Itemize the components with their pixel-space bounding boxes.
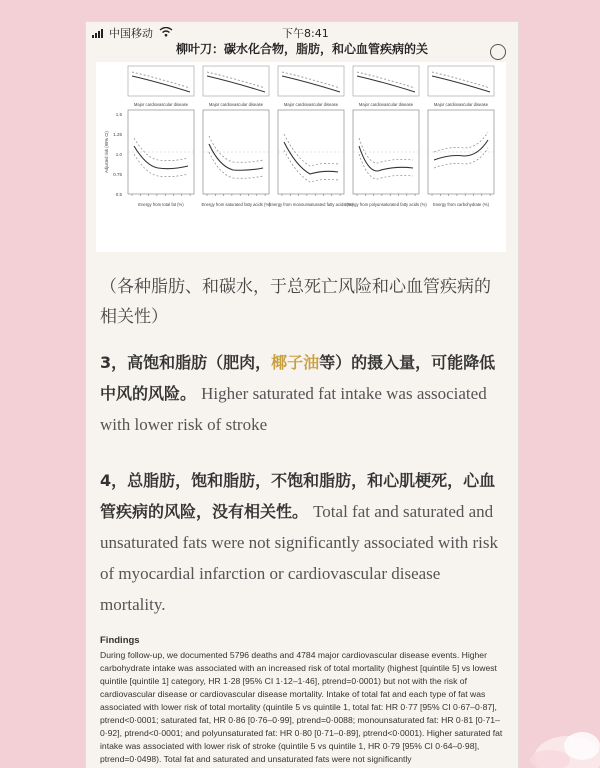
top-panel-frame <box>203 66 269 96</box>
top-panel-frame <box>353 66 419 96</box>
top-panel-frame <box>278 66 344 96</box>
top-panel-line <box>432 76 490 92</box>
top-panel-line <box>207 76 265 92</box>
flower-decoration-icon <box>490 688 600 768</box>
point-3-cn-before: 3，高饱和脂肪（肥肉， <box>100 353 272 372</box>
ci-lower <box>284 150 338 182</box>
carrier-label: 中国移动 <box>109 27 153 40</box>
top-panel-line <box>132 76 190 92</box>
more-icon[interactable] <box>490 44 506 60</box>
top-panel-ci <box>357 72 415 88</box>
hr-line <box>359 146 413 171</box>
figure-caption: （各种脂肪、和碳水，于总死亡风险和心血管疾病的相关性） <box>100 277 491 327</box>
panel-title: Major cardiovascular disease <box>208 102 264 107</box>
findings-heading: Findings <box>100 635 140 646</box>
y-tick-label: 1.0 <box>115 152 122 157</box>
x-axis-label: Energy from saturated fatty acids (%) <box>201 202 271 207</box>
point-4 <box>100 465 504 620</box>
top-panel-ci <box>207 72 265 88</box>
point-3-highlight: 椰子油 <box>271 353 320 372</box>
x-axis-label: Energy from polyunsaturated fatty acids (%) <box>345 202 427 207</box>
panel-title: Major cardiovascular disease <box>283 102 339 107</box>
article-screen <box>86 22 518 768</box>
top-panel-ci <box>282 72 340 88</box>
y-tick-label: 0.75 <box>113 172 122 177</box>
findings-text: During follow-up, we documented 5796 deaths and 4784 major cardiovascular disease events. Higher carbohydrate intake was associated with an increased risk of total mortality (highest [quintile 5] vs lowest quintile [quintile 1] category, HR 1·28 [95% CI 1·12–1·46], ptrend=0·0001) but not with the risk of cardiovascular disease or cardiovascular disease mortality. Intake of total fat and each type of fat was associated with lower risk of total mortality (quintile 5 vs quintile 1, total fat: HR 0·77 [95% CI 0·67–0·87], ptrend<0·0001; saturated fat, HR 0·86 [0·76–0·99], ptrend=0·0088; monounsaturated fat: HR 0·81 [0·71–0·92], ptrend<0·0001; and polyunsaturated fat: HR 0·80 [0·71–0·89], ptrend<0·0001). Higher saturated fat intake was associated with lower risk of stroke (quintile 5 vs quintile 1, HR 0·79 [95% CI 0·64–0·98], ptrend=0·0498). Total fat and saturated and unsaturated fats were not significantly <box>100 650 503 764</box>
point-3 <box>100 347 504 440</box>
point-4-en: Total fat and saturated and unsaturated fats were not significantly associated with risk of myocardial infarction or cardiovascular disease mortality. <box>100 502 498 614</box>
signal-icon <box>92 28 103 38</box>
hr-line <box>284 142 338 174</box>
status-bar <box>86 22 518 40</box>
ci-lower <box>209 152 263 178</box>
point-3-en: Higher saturated fat intake was associated with lower risk of stroke <box>100 384 487 434</box>
y-tick-label: 0.5 <box>115 192 122 197</box>
ci-upper <box>359 138 413 163</box>
top-panel-ci <box>132 72 190 88</box>
x-axis-label: Energy from monounsaturated fatty acids (%) <box>268 202 354 207</box>
panel-title: Major cardiovascular disease <box>133 102 189 107</box>
panel-title: Major cardiovascular disease <box>358 102 414 107</box>
top-panel-frame <box>428 66 494 96</box>
point-4-cn: 4，总脂肪，饱和脂肪，不饱和脂肪，和心肌梗死，心血管疾病的风险，没有相关性。 <box>100 471 496 521</box>
x-axis-label: Energy from total fat (%) <box>138 202 184 207</box>
findings-section <box>100 634 510 766</box>
wifi-icon <box>159 27 173 40</box>
top-panel-frame <box>128 66 194 96</box>
x-axis-label: Energy from carbohydrate (%) <box>432 202 490 207</box>
clock: 下午8:41 <box>282 27 329 40</box>
ci-upper <box>284 134 338 166</box>
top-panel-line <box>282 76 340 92</box>
y-tick-label: 1.5 <box>115 112 122 117</box>
point-3-cn-after: 等）的摄入量，可能降低中风的风险。 <box>100 353 496 403</box>
y-axis-label: Adjusted risk (95% CI) <box>104 131 109 173</box>
panel-title: Major cardiovascular disease <box>433 102 489 107</box>
y-tick-label: 1.25 <box>113 132 122 137</box>
top-panel-line <box>357 76 415 92</box>
hr-line <box>434 140 488 160</box>
top-panel-ci <box>432 72 490 88</box>
figure-image <box>96 62 506 252</box>
article-title: 柳叶刀：碳水化合物，脂肪，和心血管疾病的关 <box>175 42 428 56</box>
ci-upper <box>434 132 488 152</box>
ci-lower <box>359 154 413 179</box>
